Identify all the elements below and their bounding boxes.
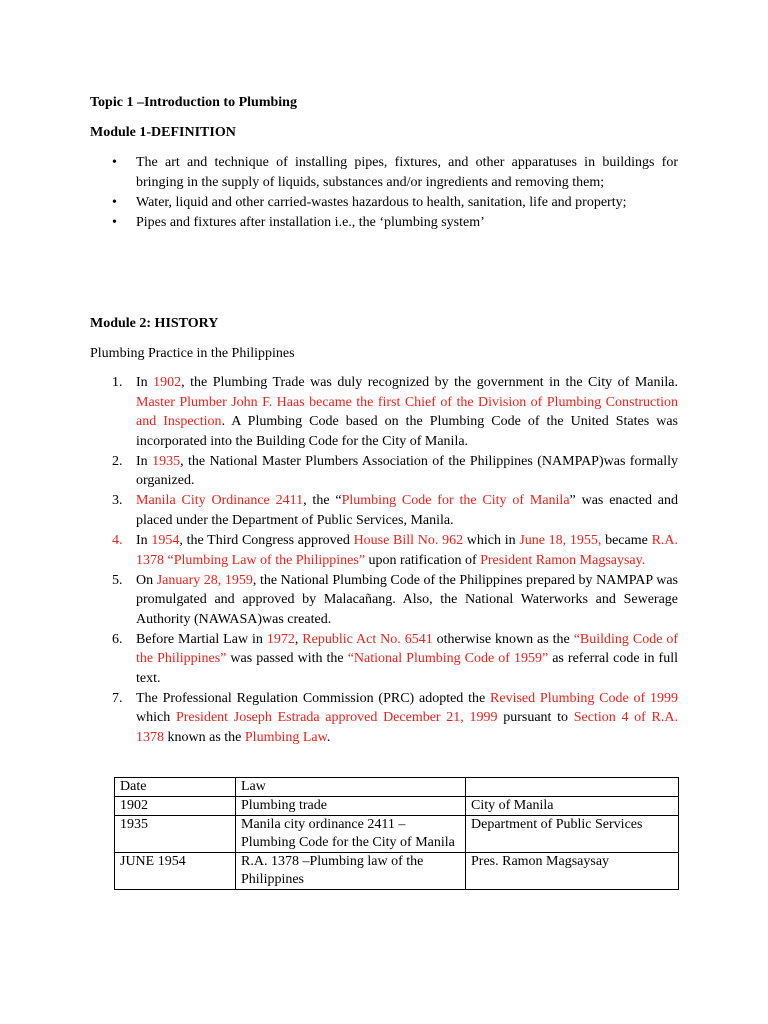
- history-text: Before Martial Law in: [136, 631, 267, 647]
- history-text: In: [136, 453, 153, 469]
- history-text: otherwise known as the: [432, 631, 574, 647]
- history-text: The Professional Regulation Commission (PRC) adopted the: [136, 690, 491, 706]
- table-cell-entity: Pres. Ramon Magsaysay: [466, 853, 679, 890]
- table-cell-date: 1935: [115, 816, 236, 853]
- history-text: upon ratification of: [365, 552, 481, 568]
- definition-list: [90, 153, 678, 233]
- module1-title: Module 1-DEFINITION: [90, 125, 236, 140]
- highlighted-text: Manila City Ordinance 2411: [136, 493, 304, 509]
- history-text: , the Plumbing Trade was duly recognized by the government in the City of Manila.: [181, 375, 678, 390]
- table-row: [115, 797, 679, 816]
- history-item-number: 4.: [112, 532, 123, 548]
- bullet-glyph: •: [112, 194, 117, 210]
- highlighted-text: Plumbing Code for the City of Manila: [341, 493, 570, 509]
- highlighted-text: Revised Plumbing Code of 1999: [490, 690, 678, 706]
- history-text: became: [601, 532, 652, 548]
- highlighted-text: 1954: [151, 532, 180, 548]
- history-text: ,: [294, 631, 303, 647]
- history-text: , the “: [303, 493, 342, 509]
- highlighted-text: 1935: [152, 453, 181, 469]
- bullet-glyph: •: [112, 155, 117, 170]
- table-header-row: [115, 778, 679, 797]
- highlighted-text: Master Plumber John F. Haas became the first Chief of the Division of Plumbing Construction and Inspection: [136, 394, 678, 430]
- history-item: [90, 689, 678, 748]
- table-cell-law: Plumbing trade: [236, 797, 466, 816]
- history-text: was passed with the: [226, 651, 348, 667]
- table-cell-law: R.A. 1378 –Plumbing law of the Philippines: [236, 853, 466, 890]
- history-item: [90, 373, 678, 451]
- law-table: [114, 777, 679, 890]
- history-list: [90, 373, 678, 748]
- highlighted-text: Section 4 of R.A. 1378: [136, 710, 679, 746]
- module2-title: Module 2: HISTORY: [90, 316, 219, 331]
- history-item: [90, 531, 678, 570]
- table-cell-date: JUNE 1954: [115, 853, 236, 890]
- module2-subtitle: Plumbing Practice in the Philippines: [90, 346, 295, 361]
- highlighted-text: January 28, 1959: [156, 572, 253, 588]
- definition-item: [90, 213, 678, 233]
- history-text: , the Third Congress approved: [179, 532, 354, 548]
- table-cell-entity: Department of Public Services: [466, 816, 679, 853]
- definition-text: Water, liquid and other carried-wastes hazardous to health, sanitation, life and property;: [136, 194, 627, 210]
- highlighted-text: 1972: [266, 631, 295, 647]
- definition-item: [90, 193, 678, 213]
- highlighted-text: 1902: [153, 375, 182, 390]
- history-text: , the National Plumbing Code of the Philippines prepared by NAMPAP was promulgated and approved by Malacañang. Also, the National Waterworks and Sewerage Authority (NAWASA)was created.: [136, 572, 678, 627]
- highlighted-text: “Building Code of the Philippines”: [136, 631, 679, 667]
- highlighted-text: House Bill No. 962: [353, 532, 464, 548]
- history-item-number: 5.: [112, 572, 123, 588]
- table-header-cell: Law: [236, 778, 466, 797]
- history-text: In: [136, 532, 152, 548]
- table-cell-law: Manila city ordinance 2411 – Plumbing Code for the City of Manila: [236, 816, 466, 853]
- history-text: .: [326, 730, 331, 746]
- history-item: [90, 452, 678, 491]
- history-item: [90, 491, 678, 530]
- history-item-number: 2.: [112, 453, 123, 469]
- definition-text: Pipes and fixtures after installation i.e., the ‘plumbing system’: [136, 214, 485, 230]
- definition-text: The art and technique of installing pipes, fixtures, and other apparatuses in buildings for bringing in the supply of liquids, substances and/or ingredients and removing them;: [136, 155, 678, 190]
- table-header-cell: Date: [115, 778, 236, 797]
- history-text: known as the: [164, 730, 245, 746]
- history-text: as referral code in full text.: [136, 651, 678, 686]
- highlighted-text: President Joseph Estrada approved December 21, 1999: [175, 710, 498, 726]
- table-row: [115, 853, 679, 890]
- highlighted-text: June 18, 1955,: [519, 532, 602, 548]
- definition-item: [90, 153, 678, 192]
- history-item: [90, 571, 678, 630]
- history-text: , the National Master Plumbers Association of the Philippines (NAMPAP)was formally organized.: [136, 453, 678, 489]
- history-item-number: 7.: [112, 690, 123, 706]
- highlighted-text: President Ramon Magsaysay.: [480, 552, 646, 568]
- topic-title: Topic 1 –Introduction to Plumbing: [90, 95, 297, 110]
- history-text: which: [136, 710, 176, 726]
- table-row: [115, 816, 679, 853]
- history-text: ” was enacted and placed under the Department of Public Services, Manila.: [136, 493, 679, 528]
- highlighted-text: Plumbing Law: [244, 730, 327, 746]
- table-header-cell: [466, 778, 679, 797]
- table-cell-date: 1902: [115, 797, 236, 816]
- history-item-number: 6.: [112, 631, 123, 647]
- history-item: [90, 630, 678, 689]
- history-text: which in: [463, 532, 520, 548]
- bullet-glyph: •: [112, 214, 117, 230]
- history-text: On: [136, 572, 157, 588]
- highlighted-text: Republic Act No. 6541: [302, 631, 433, 647]
- highlighted-text: “National Plumbing Code of 1959”: [347, 651, 549, 667]
- history-text: . A Plumbing Code based on the Plumbing Code of the United States was incorporated into the Building Code for the City of Manila.: [136, 414, 678, 449]
- highlighted-text: R.A. 1378 “Plumbing Law of the Philippines”: [136, 532, 679, 568]
- history-item-number: 1.: [112, 375, 123, 390]
- history-item-number: 3.: [112, 493, 123, 509]
- table-cell-entity: City of Manila: [466, 797, 679, 816]
- history-text: pursuant to: [497, 710, 574, 726]
- history-text: In: [136, 375, 154, 390]
